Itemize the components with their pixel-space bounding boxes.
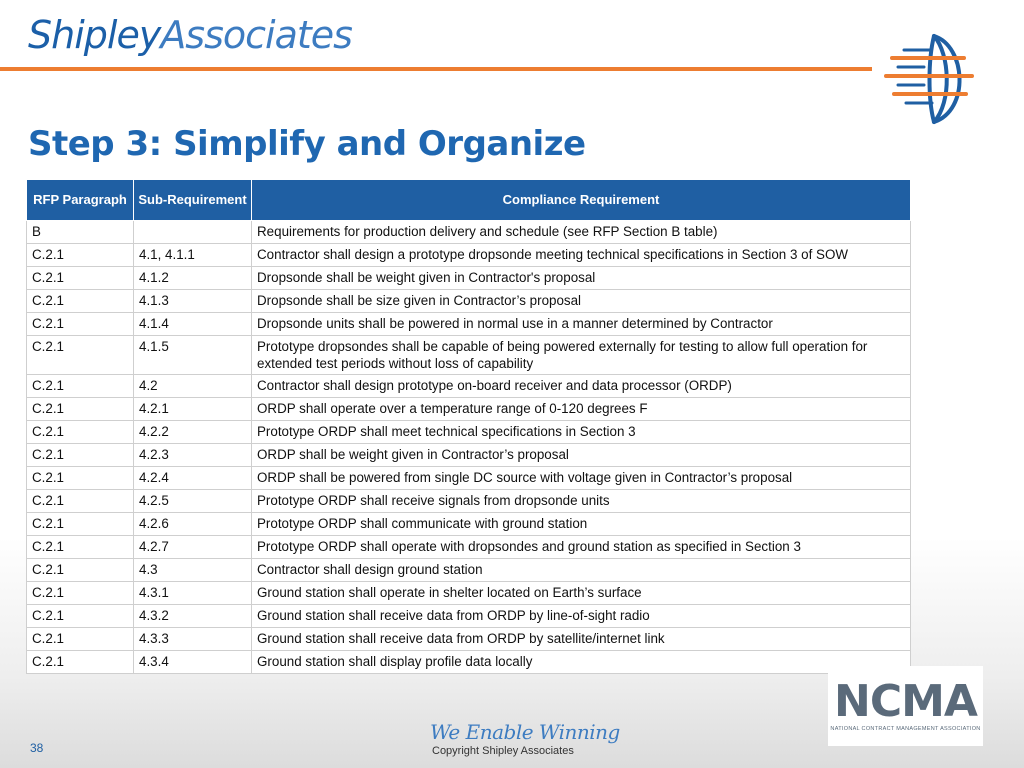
cell-compliance-requirement: ORDP shall operate over a temperature range of 0-120 degrees F [252,398,911,421]
brand-logo-part2: Associates [160,13,352,57]
table-row [27,421,911,444]
cell-sub-requirement: 4.2.7 [134,536,252,559]
cell-compliance-requirement: Ground station shall receive data from ORDP by satellite/internet link [252,628,911,651]
header-rule [0,67,872,71]
table-row [27,651,911,674]
cell-compliance-requirement: ORDP shall be powered from single DC source with voltage given in Contractor’s proposal [252,467,911,490]
cell-rfp-paragraph: C.2.1 [27,559,134,582]
cell-sub-requirement [134,221,252,244]
table-row [27,375,911,398]
table-row [27,444,911,467]
cell-sub-requirement: 4.3.3 [134,628,252,651]
cell-rfp-paragraph: C.2.1 [27,267,134,290]
cell-rfp-paragraph: C.2.1 [27,444,134,467]
cell-compliance-requirement: Prototype ORDP shall communicate with ground station [252,513,911,536]
cell-rfp-paragraph: C.2.1 [27,375,134,398]
table-row [27,398,911,421]
cell-sub-requirement: 4.1.3 [134,290,252,313]
cell-rfp-paragraph: C.2.1 [27,421,134,444]
footer-copyright: Copyright Shipley Associates [432,745,574,757]
cell-compliance-requirement: Contractor shall design prototype on-board receiver and data processor (ORDP) [252,375,911,398]
column-header-rfp-paragraph: RFP Paragraph [27,180,134,221]
cell-compliance-requirement: Prototype ORDP shall meet technical specifications in Section 3 [252,421,911,444]
cell-sub-requirement: 4.2 [134,375,252,398]
cell-rfp-paragraph: C.2.1 [27,290,134,313]
column-header-sub-requirement: Sub-Requirement [134,180,252,221]
cell-compliance-requirement: ORDP shall be weight given in Contractor’s proposal [252,444,911,467]
table-row [27,267,911,290]
cell-compliance-requirement: Requirements for production delivery and schedule (see RFP Section B table) [252,221,911,244]
table-row [27,559,911,582]
cell-rfp-paragraph: C.2.1 [27,313,134,336]
cell-sub-requirement: 4.2.2 [134,421,252,444]
table-row [27,628,911,651]
ncma-logo [828,666,983,746]
cell-compliance-requirement: Prototype dropsondes shall be capable of being powered externally for testing to allow full operation for extended test periods without loss of capability [252,336,911,375]
cell-sub-requirement: 4.1.2 [134,267,252,290]
cell-compliance-requirement: Contractor shall design ground station [252,559,911,582]
cell-sub-requirement: 4.2.6 [134,513,252,536]
cell-rfp-paragraph: B [27,221,134,244]
footer-tagline: We Enable Winning [430,720,620,744]
cell-rfp-paragraph: C.2.1 [27,467,134,490]
table-row [27,490,911,513]
cell-compliance-requirement: Prototype ORDP shall operate with dropsondes and ground station as specified in Section 3 [252,536,911,559]
cell-sub-requirement: 4.3.1 [134,582,252,605]
table-row [27,467,911,490]
cell-rfp-paragraph: C.2.1 [27,490,134,513]
cell-compliance-requirement: Prototype ORDP shall receive signals from dropsonde units [252,490,911,513]
cell-rfp-paragraph: C.2.1 [27,536,134,559]
table-row [27,221,911,244]
cell-compliance-requirement: Ground station shall receive data from ORDP by line-of-sight radio [252,605,911,628]
cell-sub-requirement: 4.2.1 [134,398,252,421]
table-row [27,582,911,605]
table-row [27,513,911,536]
cell-compliance-requirement: Ground station shall display profile data locally [252,651,911,674]
page-number: 38 [30,741,44,755]
cell-sub-requirement: 4.3 [134,559,252,582]
cell-rfp-paragraph: C.2.1 [27,336,134,375]
cell-rfp-paragraph: C.2.1 [27,651,134,674]
table-header-row [27,180,911,221]
cell-sub-requirement: 4.3.4 [134,651,252,674]
table-row [27,536,911,559]
cell-sub-requirement: 4.2.4 [134,467,252,490]
cell-sub-requirement: 4.3.2 [134,605,252,628]
brand-logo [28,13,352,57]
table-row [27,336,911,375]
ncma-logo-word: NCMA [834,676,977,727]
compliance-table [26,179,911,674]
cell-sub-requirement: 4.2.3 [134,444,252,467]
ncma-logo-subtitle: NATIONAL CONTRACT MANAGEMENT ASSOCIATION [830,726,981,732]
cell-sub-requirement: 4.2.5 [134,490,252,513]
cell-compliance-requirement: Dropsonde units shall be powered in normal use in a manner determined by Contractor [252,313,911,336]
cell-rfp-paragraph: C.2.1 [27,244,134,267]
cell-compliance-requirement: Dropsonde shall be size given in Contractor’s proposal [252,290,911,313]
table-row [27,244,911,267]
cell-rfp-paragraph: C.2.1 [27,582,134,605]
cell-rfp-paragraph: C.2.1 [27,398,134,421]
table-row [27,313,911,336]
cell-sub-requirement: 4.1.5 [134,336,252,375]
cell-rfp-paragraph: C.2.1 [27,628,134,651]
slide-title: Step 3: Simplify and Organize [28,124,586,164]
table-row [27,605,911,628]
cell-compliance-requirement: Dropsonde shall be weight given in Contractor's proposal [252,267,911,290]
column-header-compliance-requirement: Compliance Requirement [252,180,911,221]
brand-logo-part1: Shipley [28,13,161,57]
cell-compliance-requirement: Ground station shall operate in shelter located on Earth’s surface [252,582,911,605]
cell-rfp-paragraph: C.2.1 [27,605,134,628]
cell-compliance-requirement: Contractor shall design a prototype dropsonde meeting technical specifications in Section 3 of SOW [252,244,911,267]
cell-sub-requirement: 4.1, 4.1.1 [134,244,252,267]
table-row [27,290,911,313]
globe-logo-icon [884,30,976,126]
cell-sub-requirement: 4.1.4 [134,313,252,336]
cell-rfp-paragraph: C.2.1 [27,513,134,536]
